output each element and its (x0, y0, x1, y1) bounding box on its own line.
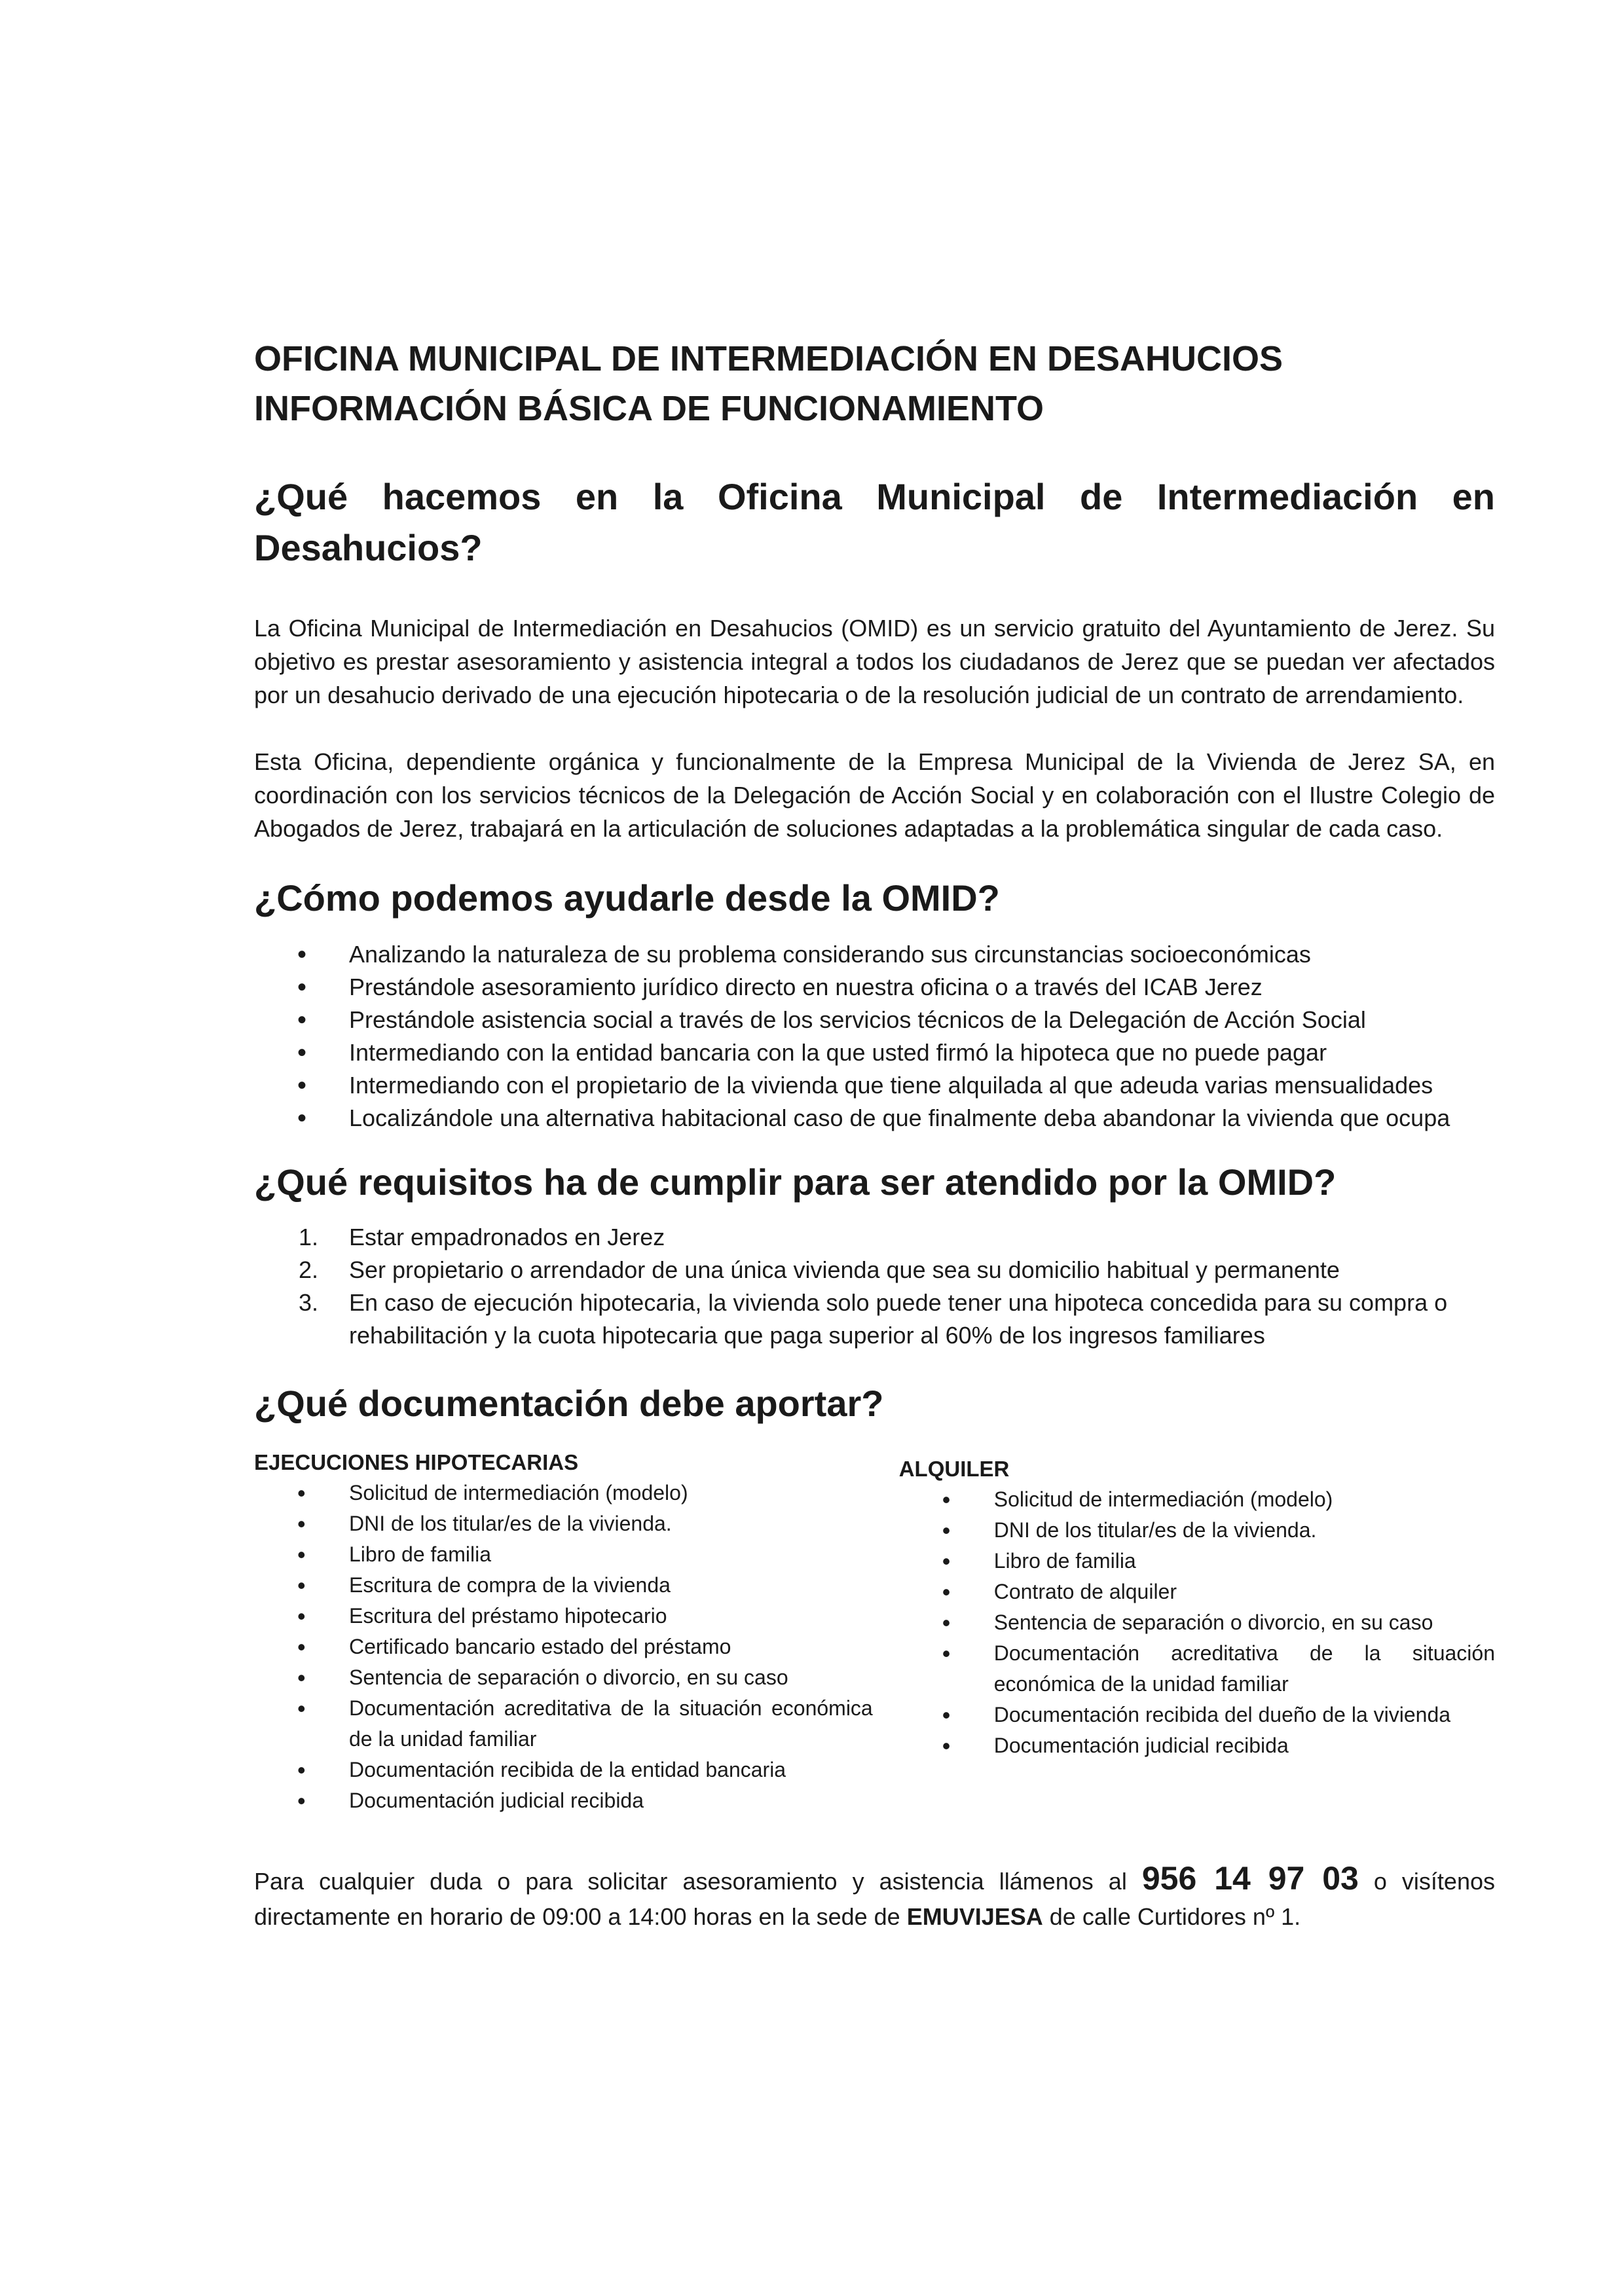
list-item: • Documentación acreditativa de la situación económica de la unidad familiar (899, 1638, 1495, 1700)
list-item (254, 1254, 1495, 1286)
section-heading-que-hacemos: ¿Qué hacemos en la Oficina Municipal de Intermediación en Desahucios? (254, 476, 1495, 568)
list-item: • Escritura de compra de la vivienda (254, 1570, 873, 1601)
documentation-list-alquiler (899, 1484, 1495, 1761)
list-item: • Sentencia de separación o divorcio, en su caso (899, 1607, 1495, 1638)
section-heading-documentacion: ¿Qué documentación debe aportar? (254, 1383, 884, 1424)
organization-name: EMUVIJESA (906, 1903, 1043, 1930)
list-text: Ser propietario o arrendador de una única vivienda que sea su domicilio habitual y permanente (349, 1256, 1340, 1283)
list-item: • Documentación recibida de la entidad bancaria (254, 1755, 873, 1785)
list-item: • Documentación recibida del dueño de la vivienda (899, 1700, 1495, 1730)
list-item (254, 1286, 1495, 1352)
phone-number: 956 14 97 03 (1141, 1860, 1359, 1897)
documentation-columns (254, 1448, 1495, 1816)
footer-text-after: de calle Curtidores nº 1. (1043, 1903, 1301, 1930)
intro-paragraph-1: La Oficina Municipal de Intermediación en Desahucios (OMID) es un servicio gratuito del Ayuntamiento de Jerez. Su objetivo es prestar asesoramiento y asistencia integral a todos los ciudadanos de Jerez que se puedan ver afectados por un desahucio derivado de una ejecución hipotecaria o de la resolución judicial de un contrato de arrendamiento. (254, 615, 1495, 708)
list-item: • Intermediando con el propietario de la vivienda que tiene alquilada al que adeuda varias mensualidades (254, 1069, 1495, 1102)
list-item: • Libro de familia (254, 1539, 873, 1570)
list-item: • DNI de los titular/es de la vivienda. (899, 1515, 1495, 1546)
documentation-list-hipotecarias (254, 1478, 873, 1816)
section-heading-requisitos: ¿Qué requisitos ha de cumplir para ser atendido por la OMID? (254, 1161, 1337, 1203)
list-item (254, 1221, 1495, 1254)
list-item: • Documentación judicial recibida (899, 1730, 1495, 1761)
document-title-line-2: INFORMACIÓN BÁSICA DE FUNCIONAMIENTO (254, 389, 1044, 428)
list-item: • Escritura del préstamo hipotecario (254, 1601, 873, 1631)
list-item: • Certificado bancario estado del préstamo (254, 1631, 873, 1662)
list-number: 3. (299, 1289, 319, 1316)
help-list (254, 938, 1495, 1135)
document-page (254, 334, 1495, 1935)
footer-text-before: Para cualquier duda o para solicitar asesoramiento y asistencia llámenos al (254, 1868, 1142, 1895)
list-item: • Documentación acreditativa de la situación económica de la unidad familiar (254, 1693, 873, 1755)
list-item: • DNI de los titular/es de la vivienda. (254, 1508, 873, 1539)
list-item: • Prestándole asistencia social a través de los servicios técnicos de la Delegación de Acción Social (254, 1004, 1495, 1036)
requirements-list (254, 1221, 1495, 1352)
document-title-line-1: OFICINA MUNICIPAL DE INTERMEDIACIÓN EN DESAHUCIOS (254, 339, 1283, 378)
documentation-column-alquiler (899, 1448, 1495, 1816)
contact-footer (254, 1861, 1495, 1935)
intro-paragraph-2: Esta Oficina, dependiente orgánica y funcionalmente de la Empresa Municipal de la Vivienda de Jerez SA, en coordinación con los servicios técnicos de la Delegación de Acción Social y en colaboración con el Ilustre Colegio de Abogados de Jerez, trabajará en la articulación de soluciones adaptadas a la problemática singular de cada caso. (254, 748, 1495, 842)
list-item: • Libro de familia (899, 1546, 1495, 1576)
list-number: 1. (299, 1224, 319, 1250)
list-number: 2. (299, 1256, 319, 1283)
list-item: • Contrato de alquiler (899, 1576, 1495, 1607)
section-heading-como-ayudar: ¿Cómo podemos ayudarle desde la OMID? (254, 877, 1000, 919)
list-item: • Prestándole asesoramiento jurídico directo en nuestra oficina o a través del ICAB Jerez (254, 971, 1495, 1004)
column-heading-alquiler: ALQUILER (898, 1457, 1010, 1481)
list-item: • Localizándole una alternativa habitacional caso de que finalmente deba abandonar la vivienda que ocupa (254, 1102, 1495, 1135)
list-item: • Solicitud de intermediación (modelo) (899, 1484, 1495, 1515)
list-item: • Intermediando con la entidad bancaria con la que usted firmó la hipoteca que no puede pagar (254, 1036, 1495, 1069)
documentation-column-hipotecarias (254, 1448, 873, 1816)
list-text: Estar empadronados en Jerez (349, 1224, 665, 1250)
footer-text-middle: o visítenos directamente en horario de 09:00 a 14:00 horas en la sede de (254, 1868, 1495, 1930)
list-item: • Sentencia de separación o divorcio, en su caso (254, 1662, 873, 1693)
list-item: • Analizando la naturaleza de su problema considerando sus circunstancias socioeconómicas (254, 938, 1495, 971)
column-heading-hipotecarias: EJECUCIONES HIPOTECARIAS (254, 1450, 579, 1474)
list-item: • Solicitud de intermediación (modelo) (254, 1478, 873, 1508)
list-text: En caso de ejecución hipotecaria, la vivienda solo puede tener una hipoteca concedida para su compra o rehabilitación y la cuota hipotecaria que paga superior al 60% de los ingresos familiares (349, 1289, 1448, 1349)
list-item: • Documentación judicial recibida (254, 1785, 873, 1816)
